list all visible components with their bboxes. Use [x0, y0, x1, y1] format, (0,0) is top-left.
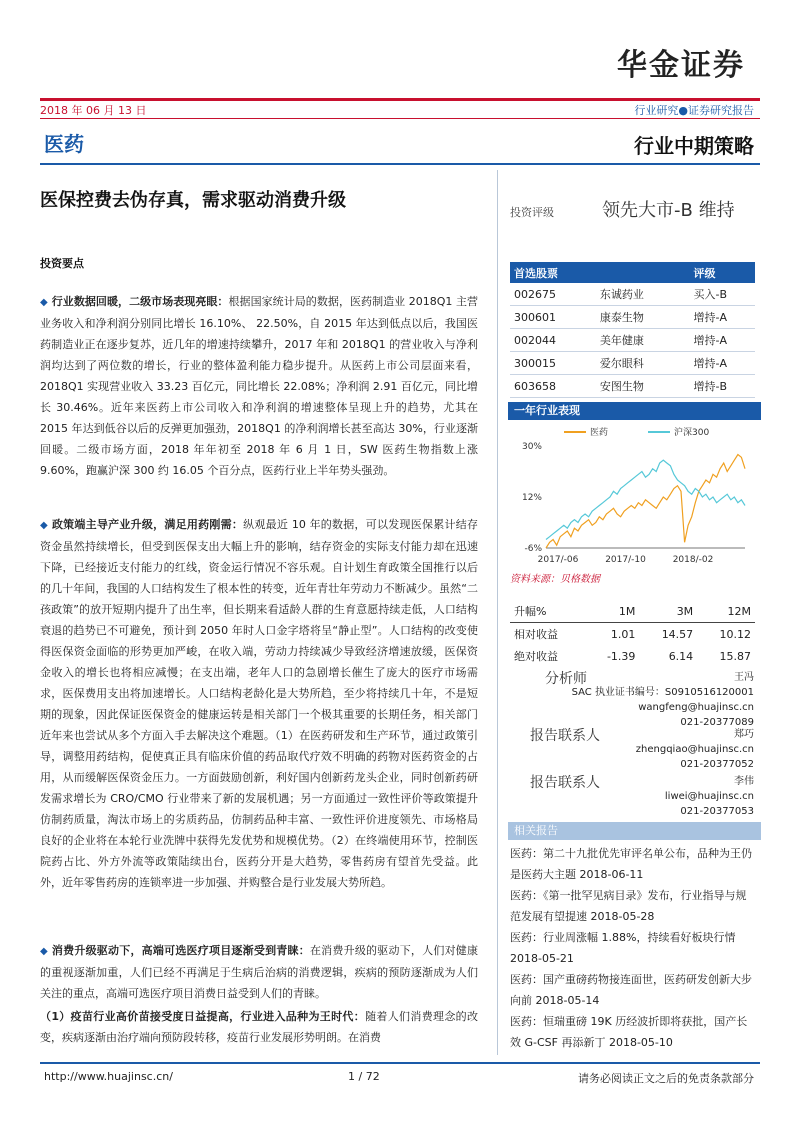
- header-thin-divider: [40, 118, 760, 119]
- analyst-phone: 021-20377089: [680, 717, 754, 728]
- related-reports-list: [510, 843, 755, 1053]
- chart-title: 一年行业表现: [508, 402, 761, 420]
- stock-name: 安图生物: [596, 375, 690, 398]
- contact-label: 报告联系人: [530, 775, 600, 791]
- perf-3m: 6.14: [668, 649, 694, 663]
- contact-phone: 021-20377053: [680, 806, 754, 817]
- stock-code: 300015: [510, 352, 596, 375]
- stock-code: 603658: [510, 375, 596, 398]
- table-row: [510, 306, 755, 329]
- title-divider: [40, 163, 760, 165]
- paragraph-body: 纵观最近 10 年的数据，可以发现医保累计结存资金虽然持续增长，但受到医保支出大幅上升的影响，结存资金的实际支付能力却在迅速下降，已经接近支付能力的红线，资金运行情况不容乐观。自计划生育政策全国推行以后的几十年间，我国的人口结构发生了根本性的转变，近年青壮年劳动力不断减少。虽然“二孩政策”的放开短期内提升了出生率，但长期来看适龄人群的生育意愿持续走低，人口结构衰退的趋势已不可避免，预计到 2050 年时人口金字塔将呈“静止型”。人口结构的改变使得医保资金面临的形势更加严峻，在收入端，劳动力持续减少导致经济增速放缓，医保资金收入的增长也将相应减慢；在支出端，老年人口的急剧增长催生了庞大的医疗市场需求，医保费用支出将加速增长。人口结构老龄化是大势所趋，至少将持续几十年，不是短期的现象，因此保证医保资金的健康运转是相关部门一个极其重要的长期任务，相关部门近年来也尝试从多个方面入手去解决这个难题。（1）在医药研发和生产环节，通过政策引导，调整用药结构，促使真正具有临床价值的药品取代疗效不明确的药物对医药资金的占用，从而缓解医保资金压力。一方面鼓励创新，利好国内创新药龙头企业，同时创新药研发需求增长为 CRO/CMO 行业带来了新的发展机遇；另一方面通过一致性评价等政策提升仿制药质量，淘汰市场上的劣质药品，仿制药品种丰富、一致性评价进度领先、市场格局良好的企业将在本轮行业洗牌中获得先发优势和规模优势。（2）在终端使用环节，控制医院药占比、外方外流等政策陆续出台，医药分开是大趋势，零售药房有望首先受益。此外，近年零售药房的连锁率进一步加强、并购整合是行业发展大势所趋。: [40, 518, 478, 889]
- page-number: 1 / 72: [348, 1070, 380, 1083]
- section-title: 投资要点: [40, 257, 84, 270]
- stock-rating: 买入-B: [689, 283, 755, 306]
- contact-info: [665, 774, 754, 819]
- perf-12m: 15.87: [719, 649, 751, 663]
- related-report-link[interactable]: 医药：行业周涨幅 1.88%，持续看好板块行情 2018-05-21: [510, 931, 736, 965]
- paragraph-lead: 行业数据回暖，二级市场表现亮眼：: [51, 295, 229, 308]
- perf-1m: 1.01: [610, 627, 636, 641]
- stock-code: 002675: [510, 283, 596, 306]
- table-row: [510, 283, 755, 306]
- report-date: 2018 年 06 月 13 日: [40, 104, 147, 117]
- table-header-cell: 首选股票: [510, 262, 596, 283]
- stock-rating: 增持-B: [689, 375, 755, 398]
- stock-name: 康泰生物: [596, 306, 690, 329]
- x-tick-label: 2017/-10: [605, 555, 646, 565]
- table-header-cell: 升幅%: [510, 600, 586, 623]
- table-header-cell: 12M: [697, 600, 755, 623]
- contact-name: 郑巧: [734, 729, 754, 740]
- stock-name: 东诚药业: [596, 283, 690, 306]
- analyst-cert: SAC 执业证书编号：S0910516120001: [571, 687, 754, 698]
- table-header-row: [510, 262, 755, 283]
- stock-rating: 增持-A: [689, 306, 755, 329]
- company-logo: 华金证券: [617, 48, 745, 83]
- analyst-email[interactable]: wangfeng@huajinsc.cn: [638, 702, 754, 713]
- paragraph-lead: （1）疫苗行业高价苗接受度日益提高，行业进入品种为王时代：: [40, 1010, 366, 1023]
- paragraph-lead: 政策端主导产业升级，满足用药刚需：: [51, 518, 244, 531]
- paragraph-lead: 消费升级驱动下，高端可选医疗项目逐渐受到青睐：: [51, 944, 310, 957]
- related-report-link[interactable]: 医药：国产重磅药物接连面世，医药研发创新大步向前 2018-05-14: [510, 973, 752, 1007]
- analyst-name: 王冯: [734, 672, 754, 683]
- table-header-cell: 3M: [639, 600, 697, 623]
- perf-label: 相对收益: [514, 628, 558, 641]
- diamond-bullet-icon: ◆: [40, 520, 48, 531]
- related-report-link[interactable]: 医药：第二十九批优先审评名单公布，品种为王仍是医药大主题 2018-06-11: [510, 847, 752, 881]
- contact-email[interactable]: zhengqiao@huajinsc.cn: [635, 744, 754, 755]
- page-title: 医保控费去伪存真，需求驱动消费升级: [40, 190, 346, 211]
- table-header-cell: [596, 262, 690, 283]
- stock-rating: 增持-A: [689, 329, 755, 352]
- table-header-cell: 1M: [586, 600, 639, 623]
- stock-rating: 增持-A: [689, 352, 755, 375]
- sector-title: 医药: [44, 132, 84, 156]
- stock-name: 爱尔眼科: [596, 352, 690, 375]
- stock-code: 002044: [510, 329, 596, 352]
- table-row: [510, 329, 755, 352]
- contact-label: 报告联系人: [530, 728, 600, 744]
- paragraph-body: 随着人们消费理念的改变，疾病逐渐由治疗端向预防段转移，疫苗行业发展形势明朗。在消费: [40, 1010, 479, 1044]
- chart-source: 资料来源：贝格数据: [510, 574, 600, 585]
- rating-value: 领先大市-B 维持: [602, 200, 735, 221]
- related-report-link[interactable]: 医药：恒瑞重磅 19K 历经波折即将获批，国产长效 G-CSF 再添新丁 2018-05-10: [510, 1015, 748, 1049]
- related-report-link[interactable]: 医药：《第一批罕见病目录》发布，行业指导与规范发展有望提速 2018-05-28: [510, 889, 747, 923]
- legend-label: 沪深300: [674, 428, 710, 438]
- y-tick-label: 12%: [521, 493, 542, 503]
- perf-12m: 10.12: [719, 627, 751, 641]
- contact-email[interactable]: liwei@huajinsc.cn: [664, 791, 754, 802]
- performance-table: [510, 600, 755, 667]
- paragraph-1: [40, 291, 478, 481]
- header-divider: [40, 98, 760, 101]
- rating-label: 投资评级: [510, 206, 554, 219]
- paragraph-4: [40, 1006, 478, 1048]
- y-tick-label: -6%: [524, 544, 542, 554]
- paragraph-2: [40, 514, 478, 893]
- x-tick-label: 2018/-02: [672, 555, 714, 565]
- perf-1m: -1.39: [606, 649, 636, 663]
- related-reports-title: 相关报告: [508, 822, 761, 840]
- table-row: [510, 352, 755, 375]
- footer-disclaimer: 请务必阅读正文之后的免责条款部分: [578, 1072, 754, 1085]
- table-row: [510, 375, 755, 398]
- stock-name: 美年健康: [596, 329, 690, 352]
- paragraph-body: 在消费升级的驱动下，人们对健康的重视逐渐加重，人们已经不再满足于生病后治病的消费逻辑，疾病的预防逐渐成为人们关注的重点，高端可选医疗项目消费日益受到人们的青睐。: [40, 944, 479, 1000]
- paragraph-3: [40, 940, 478, 1004]
- contact-phone: 021-20377052: [680, 759, 754, 770]
- table-header-row: [510, 600, 755, 623]
- table-header-cell: 评级: [689, 262, 755, 283]
- table-row: [510, 623, 755, 646]
- legend-label: 医药: [590, 428, 609, 438]
- contact-info: [636, 727, 754, 772]
- strategy-title: 行业中期策略: [634, 134, 754, 158]
- perf-3m: 14.57: [661, 627, 694, 641]
- y-tick-label: 30%: [521, 442, 542, 452]
- preferred-stocks-table: [510, 262, 755, 398]
- diamond-bullet-icon: ◆: [40, 946, 48, 957]
- perf-label: 绝对收益: [514, 650, 558, 663]
- footer-divider: [40, 1062, 760, 1064]
- analyst-info: [572, 670, 754, 730]
- footer-url[interactable]: http://www.huajinsc.cn/: [44, 1070, 173, 1083]
- column-divider: [497, 170, 498, 1055]
- contact-name: 李伟: [734, 776, 754, 787]
- table-row: [510, 645, 755, 667]
- industry-performance-chart: [508, 424, 755, 566]
- analyst-label: 分析师: [545, 671, 587, 687]
- stock-code: 300601: [510, 306, 596, 329]
- paragraph-body: 根据国家统计局的数据，医药制造业 2018Q1 主营业务收入和净利润分别同比增长 16.10%、 22.50%，自 2015 年达到低点以后，我国医药制造业正在逐步复苏，近几年的增速持续攀升，2017 年和 2018Q1 的营业收入与净利润均达到了两位数的增长，行业的整体盈利能力稳步提升。从医药上市公司层面来看，2018Q1 实现营业收入 33.23 百亿元，同比增长 22.08%；净利润 2.91 百亿元，同比增长 30.46%。近年来医药上市公司收入和净利润的增速整体呈现上升的趋势，尤其在 2015 年达到低谷以后的反弹更加强劲，2018Q1 的净利润增长甚至高达 30%，行业逐渐回暖。二级市场方面，2018 年年初至 2018 年 6 月 1 日，SW 医药生物指数上涨 9.60%，跑赢沪深 300 约 16.05 个百分点，医药行业上半年势头强劲。: [40, 295, 478, 477]
- report-type: 行业研究●证券研究报告: [634, 104, 754, 117]
- x-tick-label: 2017/-06: [537, 555, 579, 565]
- diamond-bullet-icon: ◆: [40, 297, 48, 308]
